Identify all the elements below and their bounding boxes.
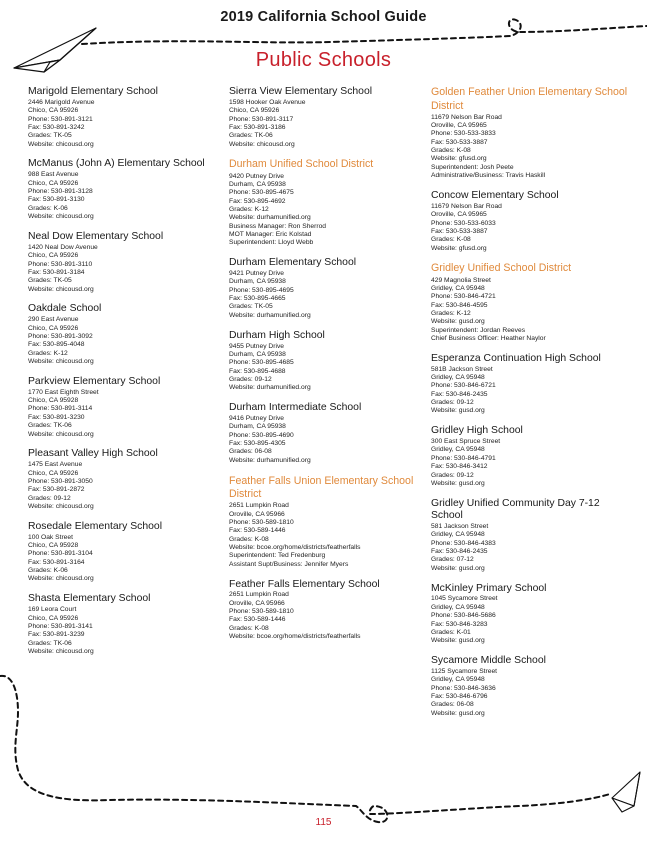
- entry-detail-line: Oroville, CA 95965: [431, 122, 487, 130]
- school-name: Feather Falls Elementary School: [229, 578, 380, 590]
- entry-detail-line: Gridley, CA 95948: [431, 446, 485, 454]
- entry-detail-line: 1125 Sycamore Street: [431, 667, 498, 675]
- entry-detail-line: Superintendent: Josh Peete: [431, 163, 514, 171]
- entry-detail-line: Fax: 530-846-3412: [431, 463, 488, 471]
- entry-detail-line: Grades: 09-12: [229, 375, 272, 383]
- entry-detail-line: Website: chicousd.org: [229, 140, 295, 148]
- entry-detail-line: Website: chicousd.org: [28, 140, 94, 148]
- entry-detail-line: Grades: TK-05: [28, 277, 72, 285]
- entry-detail-line: Grades: TK-06: [28, 422, 72, 430]
- entry-detail-line: Fax: 530-891-3130: [28, 196, 85, 204]
- entry-detail-line: Phone: 530-846-4383: [431, 539, 496, 547]
- entry-detail-line: 1770 East Eighth Street: [28, 388, 99, 396]
- entry-detail-line: Grades: K-06: [28, 204, 68, 212]
- entry-detail-line: Website: gusd.org: [431, 564, 485, 572]
- entry-detail-line: Phone: 530-895-4675: [229, 189, 294, 197]
- entry-detail-line: Grades: TK-05: [229, 303, 273, 311]
- entry-detail-line: Website: chicousd.org: [28, 647, 94, 655]
- entry-detail-line: Fax: 530-891-2872: [28, 486, 85, 494]
- district-entry: [229, 158, 429, 247]
- school-name: Sycamore Middle School: [431, 655, 546, 667]
- entry-detail-line: Website: chicousd.org: [28, 213, 94, 221]
- entry-detail-line: 1045 Sycamore Street: [431, 595, 498, 603]
- entry-detail-line: 9420 Putney Drive: [229, 172, 285, 180]
- school-name: Oakdale School: [28, 303, 102, 315]
- entry-detail-line: Phone: 530-891-3050: [28, 477, 93, 485]
- entry-detail-line: Durham, CA 95938: [229, 278, 286, 286]
- entry-detail-line: 11679 Nelson Bar Road: [431, 113, 502, 121]
- entry-detail-line: Oroville, CA 95966: [229, 510, 285, 518]
- entry-detail-line: 11679 Nelson Bar Road: [431, 202, 502, 210]
- entry-detail-line: Fax: 530-895-4665: [229, 295, 286, 303]
- entry-detail-line: Phone: 530-891-3114: [28, 405, 93, 413]
- school-entry: [229, 402, 429, 465]
- district-name: Gridley Unified School District: [431, 262, 572, 275]
- entry-detail-line: Grades: K-06: [28, 567, 68, 575]
- school-name: McKinley Primary School: [431, 582, 547, 594]
- school-entry: [229, 86, 429, 149]
- entry-detail-line: Fax: 530-846-2435: [431, 548, 488, 556]
- entry-detail-line: Grades: K-08: [229, 535, 269, 543]
- entry-detail-line: Website: gfusd.org: [431, 244, 487, 252]
- entry-detail-line: 988 East Avenue: [28, 171, 79, 179]
- entry-detail-line: Grades: 06-08: [431, 701, 474, 709]
- school-name: Sierra View Elementary School: [229, 86, 373, 97]
- entry-detail-line: Grades: 09-12: [28, 494, 71, 502]
- entry-detail-line: 1475 East Avenue: [28, 461, 83, 469]
- district-name: Feather Falls Union Elementary School District: [229, 474, 414, 501]
- entry-detail-line: 290 East Avenue: [28, 316, 79, 324]
- entry-detail-line: Durham, CA 95938: [229, 423, 286, 431]
- entry-detail-line: Website: durhamunified.org: [229, 214, 311, 222]
- entry-detail-line: Grades: TK-06: [229, 132, 273, 140]
- entry-detail-line: Phone: 530-891-3104: [28, 550, 93, 558]
- entry-detail-line: Chico, CA 95926: [28, 324, 79, 332]
- school-name: Durham Intermediate School: [229, 402, 362, 414]
- entry-detail-line: Grades: TK-05: [28, 132, 72, 140]
- entry-detail-line: Fax: 530-533-3887: [431, 138, 488, 146]
- entry-detail-line: Phone: 530-895-4690: [229, 431, 294, 439]
- school-entry: [229, 257, 429, 320]
- entry-detail-line: Fax: 530-589-1446: [229, 527, 286, 535]
- entry-detail-line: Chico, CA 95926: [28, 252, 79, 260]
- entry-detail-line: Website: durhamunified.org: [229, 311, 311, 319]
- entry-detail-line: Website: durhamunified.org: [229, 384, 311, 392]
- directory-column-1: [28, 86, 228, 666]
- entry-detail-line: Phone: 530-895-4685: [229, 359, 294, 367]
- entry-detail-line: Administrative/Business: Travis Haskill: [431, 172, 546, 180]
- entry-detail-line: Website: chicousd.org: [28, 430, 94, 438]
- entry-detail-line: Grades: 06-08: [229, 448, 272, 456]
- entry-detail-line: 9416 Putney Drive: [229, 415, 285, 422]
- entry-detail-line: 2651 Lumpkin Road: [229, 502, 289, 510]
- school-entry: [431, 353, 631, 416]
- school-entry: [28, 231, 228, 294]
- school-name: Gridley High School: [431, 425, 523, 437]
- entry-detail-line: Grades: K-12: [431, 309, 471, 317]
- entry-detail-line: Phone: 530-846-3636: [431, 684, 496, 692]
- entry-detail-line: Fax: 530-895-4305: [229, 440, 286, 448]
- entry-detail-line: Phone: 530-846-4791: [431, 454, 496, 462]
- entry-detail-line: Superintendent: Jordan Reeves: [431, 326, 526, 334]
- entry-detail-line: Chico, CA 95926: [28, 107, 79, 115]
- entry-detail-line: Website: chicousd.org: [28, 575, 94, 583]
- entry-detail-line: 9455 Putney Drive: [229, 342, 285, 350]
- entry-detail-line: Grades: 09-12: [431, 471, 474, 479]
- directory-column-3: [431, 86, 631, 728]
- entry-detail-line: Grades: K-12: [28, 349, 68, 357]
- entry-detail-line: Fax: 530-891-3242: [28, 123, 85, 131]
- school-entry: [28, 521, 228, 584]
- school-entry: [229, 579, 429, 642]
- entry-detail-line: 581B Jackson Street: [431, 365, 493, 373]
- entry-detail-line: Fax: 530-589-1446: [229, 616, 286, 624]
- school-entry: [28, 593, 228, 656]
- entry-detail-line: Chico, CA 95926: [28, 614, 79, 622]
- entry-detail-line: Grades: K-08: [431, 147, 471, 155]
- entry-detail-line: Phone: 530-895-4695: [229, 286, 294, 294]
- entry-detail-line: Phone: 530-846-5686: [431, 612, 496, 620]
- entry-detail-line: Website: durhamunified.org: [229, 456, 311, 464]
- school-name: Concow Elementary School: [431, 189, 559, 201]
- school-entry: [28, 448, 228, 511]
- school-entry: [431, 655, 631, 718]
- school-name: Gridley Unified Community Day 7-12 School: [431, 497, 600, 522]
- entry-detail-line: Chico, CA 95928: [28, 397, 79, 405]
- entry-detail-line: Phone: 530-589-1810: [229, 518, 294, 526]
- entry-detail-line: Fax: 530-895-4048: [28, 341, 85, 349]
- entry-detail-line: Phone: 530-891-3121: [28, 115, 93, 123]
- school-entry: [431, 583, 631, 646]
- entry-detail-line: Chico, CA 95928: [28, 542, 79, 550]
- entry-detail-line: 2446 Marigold Avenue: [28, 98, 95, 106]
- district-name: Golden Feather Union Elementary School District: [431, 86, 628, 112]
- entry-detail-line: 300 East Spruce Street: [431, 438, 501, 446]
- school-name: Rosedale Elementary School: [28, 520, 162, 532]
- page-number: 115: [315, 817, 332, 828]
- entry-detail-line: 2651 Lumpkin Road: [229, 591, 289, 599]
- entry-detail-line: 429 Magnolia Street: [431, 276, 491, 284]
- directory-column-2: [229, 86, 429, 651]
- entry-detail-line: Fax: 530-533-3887: [431, 227, 488, 235]
- entry-detail-line: Website: gusd.org: [431, 318, 485, 326]
- entry-detail-line: Grades: TK-06: [28, 639, 72, 647]
- school-entry: [28, 86, 228, 149]
- school-name: Parkview Elementary School: [28, 375, 161, 387]
- entry-detail-line: Fax: 530-891-3186: [229, 123, 286, 131]
- entry-detail-line: Phone: 530-891-3128: [28, 188, 93, 196]
- entry-detail-line: 581 Jackson Street: [431, 523, 489, 530]
- school-entry: [28, 158, 228, 221]
- entry-detail-line: Website: gusd.org: [431, 407, 485, 415]
- entry-detail-line: MOT Manager: Eric Kolstad: [229, 230, 312, 238]
- entry-detail-line: Grades: 07-12: [431, 556, 474, 564]
- entry-detail-line: Assistant Supt/Business: Jennifer Myers: [229, 560, 349, 568]
- entry-detail-line: Superintendent: Ted Fredenburg: [229, 552, 326, 560]
- school-name: Pleasant Valley High School: [28, 448, 158, 460]
- entry-detail-line: 100 Oak Street: [28, 533, 73, 541]
- entry-detail-line: Gridley, CA 95948: [431, 374, 485, 381]
- entry-detail-line: Chico, CA 95926: [28, 179, 79, 187]
- entry-detail-line: Phone: 530-533-6033: [431, 219, 496, 227]
- entry-detail-line: Phone: 530-589-1810: [229, 608, 294, 616]
- entry-detail-line: 1420 Neal Dow Avenue: [28, 243, 98, 251]
- entry-detail-line: Chico, CA 95926: [229, 107, 280, 115]
- entry-detail-line: Fax: 530-895-4692: [229, 197, 286, 205]
- entry-detail-line: Fax: 530-846-4595: [431, 301, 488, 309]
- entry-detail-line: Website: chicousd.org: [28, 502, 94, 510]
- entry-detail-line: Website: gusd.org: [431, 709, 485, 717]
- entry-detail-line: Fax: 530-891-3239: [28, 631, 85, 639]
- school-name: McManus (John A) Elementary School: [28, 158, 205, 170]
- entry-detail-line: Business Manager: Ron Sherrod: [229, 222, 327, 230]
- school-name: Shasta Elementary School: [28, 593, 151, 605]
- entry-detail-line: 169 Leora Court: [28, 606, 77, 614]
- district-entry: [229, 475, 429, 569]
- entry-detail-line: Fax: 530-891-3164: [28, 558, 85, 566]
- entry-detail-line: Website: gfusd.org: [431, 155, 487, 163]
- entry-detail-line: Oroville, CA 95966: [229, 599, 285, 607]
- entry-detail-line: Website: bcoe.org/home/districts/featherfalls: [229, 543, 361, 551]
- entry-detail-line: Gridley, CA 95948: [431, 284, 485, 292]
- entry-detail-line: 9421 Putney Drive: [229, 270, 285, 278]
- school-name: Neal Dow Elementary School: [28, 230, 164, 242]
- school-entry: [28, 303, 228, 366]
- school-name: Durham Elementary School: [229, 257, 357, 269]
- district-entry: [431, 86, 631, 180]
- entry-detail-line: Phone: 530-891-3092: [28, 333, 93, 340]
- entry-detail-line: Chico, CA 95926: [28, 469, 79, 477]
- entry-detail-line: Fax: 530-846-2435: [431, 390, 488, 398]
- entry-detail-line: Phone: 530-533-3833: [431, 130, 496, 138]
- school-entry: [431, 190, 631, 253]
- school-entry: [431, 498, 631, 573]
- entry-detail-line: Grades: K-12: [229, 205, 269, 213]
- entry-detail-line: Phone: 530-891-3110: [28, 260, 93, 268]
- entry-detail-line: Website: bcoe.org/home/districts/featherfalls: [229, 633, 361, 641]
- entry-detail-line: Fax: 530-895-4688: [229, 367, 286, 375]
- entry-detail-line: Fax: 530-846-6796: [431, 692, 488, 700]
- district-entry: [431, 262, 631, 343]
- section-title: Public Schools: [255, 49, 392, 71]
- entry-detail-line: Website: chicousd.org: [28, 358, 94, 366]
- entry-detail-line: Fax: 530-891-3230: [28, 413, 85, 421]
- entry-detail-line: Durham, CA 95938: [229, 350, 286, 358]
- school-entry: [28, 376, 228, 439]
- entry-detail-line: Grades: K-08: [431, 236, 471, 244]
- entry-detail-line: Gridley, CA 95948: [431, 603, 485, 611]
- entry-detail-line: Fax: 530-891-3184: [28, 268, 85, 276]
- entry-detail-line: 1598 Hooker Oak Avenue: [229, 98, 306, 106]
- paper-airplane-bottom-icon: [612, 772, 640, 812]
- school-name: Durham High School: [229, 329, 325, 341]
- district-name: Durham Unified School District: [229, 158, 374, 171]
- entry-detail-line: Website: gusd.org: [431, 479, 485, 487]
- entry-detail-line: Chief Business Officer: Heather Naylor: [431, 334, 546, 342]
- entry-detail-line: Gridley, CA 95948: [431, 676, 485, 684]
- school-entry: [229, 330, 429, 393]
- entry-detail-line: Grades: 09-12: [431, 399, 474, 407]
- entry-detail-line: Grades: K-08: [229, 624, 269, 632]
- entry-detail-line: Grades: K-01: [431, 628, 471, 636]
- school-entry: [431, 425, 631, 488]
- entry-detail-line: Website: chicousd.org: [28, 285, 94, 293]
- entry-detail-line: Superintendent: Lloyd Webb: [229, 239, 314, 247]
- entry-detail-line: Phone: 530-846-6721: [431, 382, 496, 390]
- entry-detail-line: Durham, CA 95938: [229, 180, 286, 188]
- entry-detail-line: Phone: 530-891-3141: [28, 622, 93, 630]
- school-name: Esperanza Continuation High School: [431, 352, 601, 364]
- entry-detail-line: Fax: 530-846-3283: [431, 620, 488, 628]
- entry-detail-line: Oroville, CA 95965: [431, 211, 487, 219]
- guide-title: 2019 California School Guide: [220, 9, 427, 25]
- entry-detail-line: Gridley, CA 95948: [431, 531, 485, 539]
- entry-detail-line: Phone: 530-891-3117: [229, 115, 294, 123]
- school-name: Marigold Elementary School: [28, 86, 158, 97]
- entry-detail-line: Website: gusd.org: [431, 637, 485, 645]
- entry-detail-line: Phone: 530-846-4721: [431, 293, 496, 301]
